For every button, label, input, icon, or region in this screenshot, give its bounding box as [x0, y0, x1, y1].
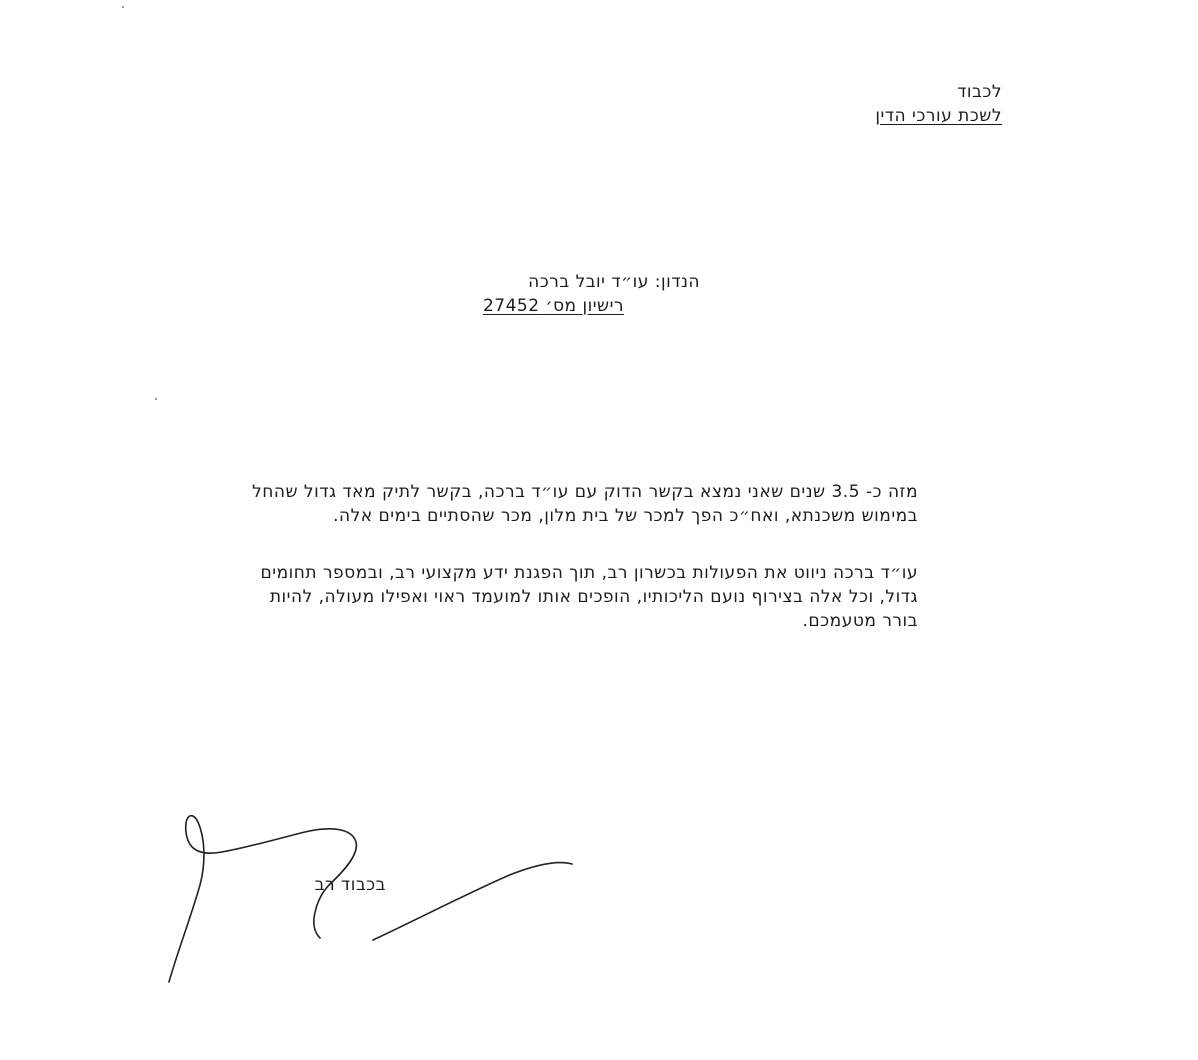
- addressee-recipient: לשכת עורכי הדין: [875, 106, 1002, 126]
- paragraph-2-line-2: גדול, וכל אלה בצירוף נועם הליכותיו, הופכים אותו למועמד ראוי ואפילו מעולה, להיות: [269, 587, 918, 607]
- addressee-salutation: לכבוד: [957, 82, 1002, 102]
- license-number-line: רישיון מס׳ 27452: [482, 296, 624, 316]
- scan-speck: [155, 398, 157, 400]
- scan-speck: [122, 6, 124, 8]
- paragraph-1-line-1: מזה כ- 3.5 שנים שאני נמצא בקשר הדוק עם עו״ד ברכה, בקשר לתיק מאד גדול שהחל: [252, 482, 918, 502]
- signature-stroke-tail: [373, 862, 572, 940]
- subject-line: הנדון: עו״ד יובל ברכה: [528, 272, 700, 292]
- paragraph-2-line-3: בורר מטעמכם.: [802, 611, 918, 631]
- signature-stroke-main: [169, 816, 356, 982]
- paragraph-1-line-2: במימוש משכנתא, ואח״כ הפך למכר של בית מלון, מכר שהסתיים בימים אלה.: [333, 506, 918, 526]
- paragraph-2-line-1: עו״ד ברכה ניווט את הפעולות בכשרון רב, תוך הפגנת ידע מקצועי רב, ובמספר תחומים: [260, 563, 918, 583]
- closing-line: בכבוד רב: [314, 875, 386, 895]
